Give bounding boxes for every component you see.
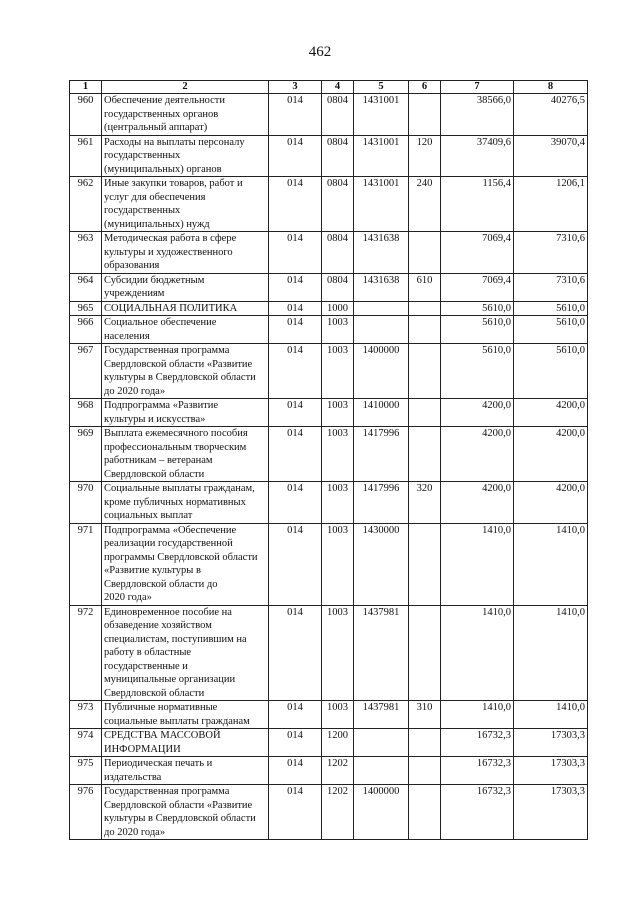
- item-name-line: 2020 года»: [104, 592, 152, 603]
- item-name-cell: [102, 605, 269, 701]
- section-code-cell: 0804: [322, 232, 354, 274]
- item-name-line: Свердловской области «Развитие: [104, 358, 253, 370]
- expense-type-cell: 610: [409, 273, 441, 301]
- department-code-cell: 014: [269, 482, 322, 524]
- item-name-line: кроме публичных нормативных: [104, 496, 246, 508]
- amount-year2-cell: 40276,5: [514, 94, 588, 136]
- amount-year1-cell: 38566,0: [441, 94, 514, 136]
- item-name-cell: [102, 232, 269, 274]
- item-name-cell: [102, 94, 269, 136]
- expense-type-cell: [409, 785, 441, 840]
- amount-year1-cell: 1156,4: [441, 177, 514, 232]
- amount-year2-cell: 17303,3: [514, 729, 588, 757]
- section-code-cell: 0804: [322, 94, 354, 136]
- item-name-line: до 2020 года»: [104, 385, 166, 397]
- item-name-line: ИНФОРМАЦИИ: [104, 743, 181, 755]
- item-name-line: образования: [104, 260, 160, 271]
- target-article-cell: 1437981: [354, 701, 409, 729]
- section-code-cell: 1003: [322, 523, 354, 605]
- department-code-cell: 014: [269, 344, 322, 399]
- department-code-cell: 014: [269, 177, 322, 232]
- target-article-cell: [354, 757, 409, 785]
- item-name-cell: [102, 135, 269, 177]
- amount-year2-cell: 1410,0: [514, 605, 588, 701]
- item-name-line: специалистам, поступившим на: [104, 633, 247, 645]
- amount-year2-cell: 1410,0: [514, 701, 588, 729]
- item-name-line: СРЕДСТВА МАССОВОЙ: [104, 730, 221, 741]
- item-name-cell: [102, 701, 269, 729]
- target-article-cell: 1400000: [354, 344, 409, 399]
- row-number-cell: 976: [70, 785, 102, 840]
- expense-type-cell: [409, 729, 441, 757]
- target-article-cell: 1431638: [354, 273, 409, 301]
- table-row: [70, 757, 588, 785]
- expense-type-cell: [409, 605, 441, 701]
- amount-year2-cell: 4200,0: [514, 427, 588, 482]
- item-name-cell: [102, 177, 269, 232]
- item-name-cell: [102, 482, 269, 524]
- item-name-line: реализации государственной: [104, 538, 233, 549]
- item-name-line: Свердловской области до: [104, 578, 218, 590]
- row-number-cell: 963: [70, 232, 102, 274]
- department-code-cell: 014: [269, 94, 322, 136]
- item-name-line: муниципальные организации: [104, 674, 236, 685]
- item-name-line: Единовременное пособие на: [104, 606, 232, 618]
- item-name-line: социальные выплаты гражданам: [104, 715, 250, 727]
- amount-year1-cell: 4200,0: [441, 399, 514, 427]
- amount-year2-cell: 39070,4: [514, 135, 588, 177]
- item-name-line: Социальное обеспечение: [104, 317, 217, 328]
- item-name-line: населения: [104, 330, 150, 342]
- column-header: 2: [102, 81, 269, 94]
- item-name-line: Публичные нормативные: [104, 702, 218, 713]
- target-article-cell: 1431001: [354, 94, 409, 136]
- amount-year2-cell: 4200,0: [514, 482, 588, 524]
- item-name-line: государственных органов: [104, 108, 219, 120]
- row-number-cell: 969: [70, 427, 102, 482]
- item-name-line: (центральный аппарат): [104, 122, 208, 133]
- page-number: 462: [308, 44, 332, 60]
- expense-type-cell: [409, 757, 441, 785]
- row-number-cell: 965: [70, 301, 102, 316]
- amount-year2-cell: 1206,1: [514, 177, 588, 232]
- item-name-line: услуг для обеспечения: [104, 191, 206, 203]
- item-name-line: государственные и: [104, 660, 188, 672]
- expense-type-cell: [409, 344, 441, 399]
- table-row: [70, 482, 588, 524]
- amount-year1-cell: 1410,0: [441, 523, 514, 605]
- amount-year2-cell: 1410,0: [514, 523, 588, 605]
- item-name-line: Расходы на выплаты персоналу: [104, 136, 245, 148]
- department-code-cell: 014: [269, 273, 322, 301]
- target-article-cell: 1410000: [354, 399, 409, 427]
- item-name-line: государственных: [104, 205, 181, 216]
- row-number-cell: 973: [70, 701, 102, 729]
- item-name-line: Государственная программа: [104, 345, 230, 356]
- item-name-cell: [102, 523, 269, 605]
- row-number-cell: 974: [70, 729, 102, 757]
- item-name-cell: [102, 344, 269, 399]
- item-name-line: СОЦИАЛЬНАЯ ПОЛИТИКА: [104, 302, 238, 314]
- row-number-cell: 971: [70, 523, 102, 605]
- table-row: [70, 701, 588, 729]
- table-row: [70, 344, 588, 399]
- department-code-cell: 014: [269, 135, 322, 177]
- table-row: [70, 177, 588, 232]
- item-name-line: Субсидии бюджетным: [104, 274, 205, 286]
- table-row: [70, 785, 588, 840]
- section-code-cell: 1003: [322, 427, 354, 482]
- section-code-cell: 1202: [322, 757, 354, 785]
- section-code-cell: 1003: [322, 344, 354, 399]
- table-row: [70, 273, 588, 301]
- amount-year2-cell: 17303,3: [514, 757, 588, 785]
- row-number-cell: 961: [70, 135, 102, 177]
- section-code-cell: 0804: [322, 273, 354, 301]
- row-number-cell: 966: [70, 316, 102, 344]
- table-row: [70, 316, 588, 344]
- amount-year2-cell: 4200,0: [514, 399, 588, 427]
- item-name-line: профессиональным творческим: [104, 441, 247, 453]
- section-code-cell: 1003: [322, 701, 354, 729]
- department-code-cell: 014: [269, 605, 322, 701]
- row-number-cell: 962: [70, 177, 102, 232]
- amount-year2-cell: 17303,3: [514, 785, 588, 840]
- item-name-line: культуры в Свердловской области: [104, 372, 256, 383]
- target-article-cell: [354, 316, 409, 344]
- table-row: [70, 94, 588, 136]
- amount-year1-cell: 16732,3: [441, 785, 514, 840]
- amount-year1-cell: 4200,0: [441, 427, 514, 482]
- section-code-cell: 0804: [322, 135, 354, 177]
- section-code-cell: 1003: [322, 316, 354, 344]
- target-article-cell: 1437981: [354, 605, 409, 701]
- row-number-cell: 968: [70, 399, 102, 427]
- department-code-cell: 014: [269, 316, 322, 344]
- table-row: [70, 232, 588, 274]
- department-code-cell: 014: [269, 301, 322, 316]
- target-article-cell: [354, 301, 409, 316]
- expense-type-cell: 120: [409, 135, 441, 177]
- item-name-line: Методическая работа в сфере: [104, 233, 237, 244]
- item-name-cell: [102, 729, 269, 757]
- amount-year1-cell: 16732,3: [441, 757, 514, 785]
- expense-type-cell: [409, 301, 441, 316]
- item-name-line: Выплата ежемесячного пособия: [104, 428, 248, 439]
- section-code-cell: 0804: [322, 177, 354, 232]
- item-name-line: Обеспечение деятельности: [104, 95, 225, 106]
- expense-type-cell: 310: [409, 701, 441, 729]
- column-header: 6: [409, 81, 441, 94]
- section-code-cell: 1202: [322, 785, 354, 840]
- department-code-cell: 014: [269, 701, 322, 729]
- item-name-cell: [102, 399, 269, 427]
- expense-type-cell: [409, 399, 441, 427]
- table-row: [70, 399, 588, 427]
- department-code-cell: 014: [269, 523, 322, 605]
- target-article-cell: [354, 729, 409, 757]
- table-body: [70, 94, 588, 840]
- item-name-line: учреждениям: [104, 288, 165, 299]
- amount-year1-cell: 5610,0: [441, 316, 514, 344]
- table-row: [70, 605, 588, 701]
- item-name-line: издательства: [104, 771, 162, 783]
- expense-type-cell: [409, 427, 441, 482]
- column-header: 1: [70, 81, 102, 94]
- amount-year2-cell: 7310,6: [514, 232, 588, 274]
- item-name-cell: [102, 316, 269, 344]
- expense-type-cell: [409, 316, 441, 344]
- amount-year1-cell: 5610,0: [441, 301, 514, 316]
- column-header: 8: [514, 81, 588, 94]
- table-row: [70, 523, 588, 605]
- target-article-cell: 1431001: [354, 135, 409, 177]
- table-row: [70, 301, 588, 316]
- item-name-line: работникам – ветеранам: [104, 455, 213, 466]
- section-code-cell: 1000: [322, 301, 354, 316]
- column-header: 4: [322, 81, 354, 94]
- amount-year1-cell: 5610,0: [441, 344, 514, 399]
- column-header: 5: [354, 81, 409, 94]
- department-code-cell: 014: [269, 427, 322, 482]
- item-name-cell: [102, 301, 269, 316]
- department-code-cell: 014: [269, 757, 322, 785]
- item-name-cell: [102, 757, 269, 785]
- item-name-line: Подпрограмма «Развитие: [104, 400, 219, 411]
- amount-year1-cell: 1410,0: [441, 701, 514, 729]
- expense-type-cell: 320: [409, 482, 441, 524]
- expense-type-cell: 240: [409, 177, 441, 232]
- row-number-cell: 967: [70, 344, 102, 399]
- column-header: 3: [269, 81, 322, 94]
- item-name-line: культуры и искусства»: [104, 413, 206, 425]
- target-article-cell: 1400000: [354, 785, 409, 840]
- item-name-cell: [102, 785, 269, 840]
- section-code-cell: 1003: [322, 482, 354, 524]
- item-name-line: государственных: [104, 150, 181, 161]
- item-name-line: Свердловской области: [104, 468, 205, 480]
- column-header: 7: [441, 81, 514, 94]
- amount-year2-cell: 5610,0: [514, 316, 588, 344]
- department-code-cell: 014: [269, 729, 322, 757]
- item-name-line: (муниципальных) нужд: [104, 218, 210, 230]
- table-header-row: [70, 81, 588, 94]
- item-name-line: Свердловской области: [104, 687, 205, 699]
- row-number-cell: 975: [70, 757, 102, 785]
- target-article-cell: 1430000: [354, 523, 409, 605]
- amount-year1-cell: 16732,3: [441, 729, 514, 757]
- target-article-cell: 1431001: [354, 177, 409, 232]
- section-code-cell: 1003: [322, 399, 354, 427]
- expense-type-cell: [409, 523, 441, 605]
- item-name-line: Социальные выплаты гражданам,: [104, 483, 255, 494]
- table-row: [70, 427, 588, 482]
- target-article-cell: 1417996: [354, 427, 409, 482]
- item-name-line: программы Свердловской области: [104, 551, 258, 563]
- amount-year2-cell: 7310,6: [514, 273, 588, 301]
- item-name-line: Государственная программа: [104, 786, 230, 797]
- amount-year1-cell: 37409,6: [441, 135, 514, 177]
- amount-year1-cell: 7069,4: [441, 273, 514, 301]
- section-code-cell: 1200: [322, 729, 354, 757]
- target-article-cell: 1417996: [354, 482, 409, 524]
- item-name-line: обзаведение хозяйством: [104, 620, 212, 631]
- item-name-line: работу в областные: [104, 647, 192, 658]
- item-name-line: социальных выплат: [104, 510, 193, 521]
- item-name-cell: [102, 273, 269, 301]
- item-name-line: до 2020 года»: [104, 826, 166, 838]
- item-name-line: Свердловской области «Развитие: [104, 799, 253, 811]
- amount-year2-cell: 5610,0: [514, 301, 588, 316]
- item-name-line: (муниципальных) органов: [104, 163, 222, 175]
- item-name-line: Иные закупки товаров, работ и: [104, 178, 243, 189]
- department-code-cell: 014: [269, 232, 322, 274]
- amount-year1-cell: 4200,0: [441, 482, 514, 524]
- item-name-line: «Развитие культуры в: [104, 565, 201, 576]
- target-article-cell: 1431638: [354, 232, 409, 274]
- expense-type-cell: [409, 232, 441, 274]
- item-name-line: Периодическая печать и: [104, 758, 213, 769]
- department-code-cell: 014: [269, 785, 322, 840]
- amount-year1-cell: 7069,4: [441, 232, 514, 274]
- row-number-cell: 960: [70, 94, 102, 136]
- item-name-cell: [102, 427, 269, 482]
- item-name-line: культуры в Свердловской области: [104, 813, 256, 824]
- row-number-cell: 964: [70, 273, 102, 301]
- item-name-line: культуры и художественного: [104, 246, 233, 258]
- row-number-cell: 972: [70, 605, 102, 701]
- amount-year2-cell: 5610,0: [514, 344, 588, 399]
- row-number-cell: 970: [70, 482, 102, 524]
- item-name-line: Подпрограмма «Обеспечение: [104, 524, 237, 536]
- table-row: [70, 135, 588, 177]
- budget-table: [69, 80, 588, 840]
- amount-year1-cell: 1410,0: [441, 605, 514, 701]
- section-code-cell: 1003: [322, 605, 354, 701]
- table-row: [70, 729, 588, 757]
- expense-type-cell: [409, 94, 441, 136]
- department-code-cell: 014: [269, 399, 322, 427]
